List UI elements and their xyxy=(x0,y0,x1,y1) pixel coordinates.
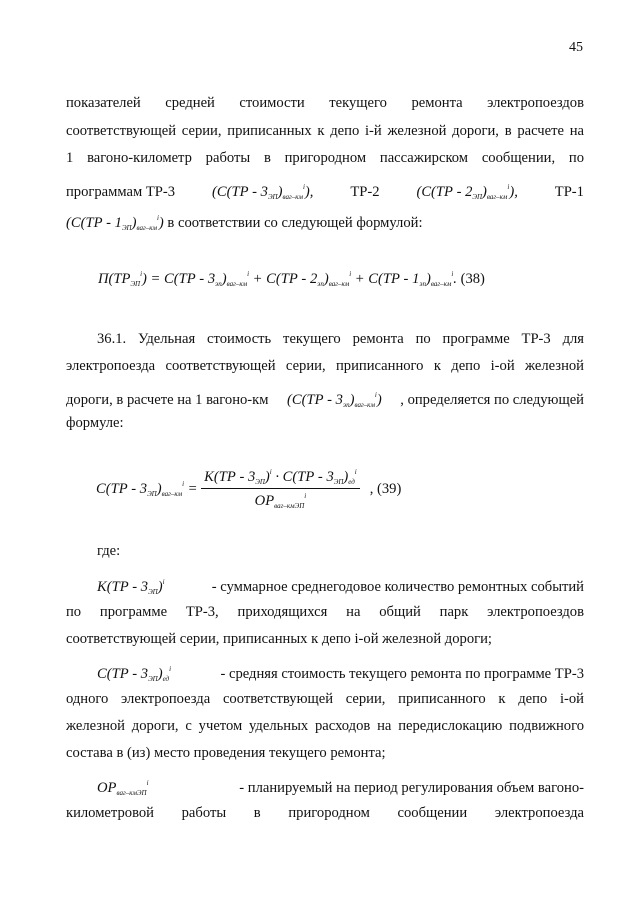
where-item2-line3: железной дороги, с учетом удельных расходов на передислокацию подвижного xyxy=(66,718,584,734)
where-item1-line2: по программе ТР-3, приходящихся на общий парк электропоездов xyxy=(66,604,584,620)
formula-38-label: (38) xyxy=(460,271,485,287)
para1-line4 xyxy=(66,177,584,207)
para2-line3 xyxy=(66,385,584,415)
para2-line1: 36.1. Удельная стоимость текущего ремонта по программе ТР-3 для xyxy=(97,331,584,347)
symbol-k-tr3: $K(ТР - 3_{ЭП})^i$ xyxy=(97,578,165,596)
para1-line4-tr1: ТР-1 xyxy=(554,184,584,200)
para1-line2: соответствующей серии, приписанных к депо i-й железной дороги, в расчете на xyxy=(66,123,584,139)
para1-line5-tail: в соответствии со следующей формулой: xyxy=(167,215,423,231)
symbol-op-car-km: $OP_{ваг-кмЭП}^i$ xyxy=(97,779,149,797)
where-item2-text: - средняя стоимость текущего ремонта по программе ТР-3 xyxy=(220,666,584,682)
formula-39-label: , (39) xyxy=(369,480,402,497)
para2-line3-a: дороги, в расчете на 1 вагоно-км xyxy=(66,392,269,408)
inline-formula-tr2: $(C(ТР - 2_{ЭП})_{ваг-км}^i)$, xyxy=(416,183,518,201)
formula-39: $C(ТР - 3_{ЭП})_{ваг-км}^i$ = $\frac{K(ТР - 3_{ЭП})^i \cdot C(ТР - 3_{ЭП})_{ед}^i}{OP_{ваг-кмЭП}^i}$ , (39) xyxy=(96,468,402,510)
para1-line4-tr2: ТР-2 xyxy=(350,184,380,200)
para1-line4-programs: программам ТР-3 xyxy=(66,184,176,200)
where-item1-text: - суммарное среднегодовое количество ремонтных событий xyxy=(211,579,584,595)
where-item2-line2: одного электропоезда соответствующей серии, приписанного к депо i-ой xyxy=(66,691,584,707)
where-item2-line1 xyxy=(97,659,584,689)
inline-formula-tr3: $(C(ТР - 3_{ЭП})_{ваг-км}^i)$, xyxy=(212,183,314,201)
formula-38: $П(ТР_{ЭП}^i) = C(ТР - 3_{эп})_{ваг-км}^i + C(ТР - 2_{эп})_{ваг-км}^i + C(ТР - 1_{эп})_{ваг-км}^i$. (38) xyxy=(98,270,485,288)
where-item3-line2: километровой работы в пригородном сообщении электропоезда xyxy=(66,805,584,821)
symbol-c-tr3-unit: $C(ТР - 3_{ЭП})_{ед}^i$ xyxy=(97,665,172,683)
para2-line4: формуле: xyxy=(66,415,124,431)
where-item1-line1 xyxy=(97,572,584,602)
where-item1-line3: соответствующей серии, приписанных к депо i-ой железной дороги; xyxy=(66,631,492,647)
where-item2-line4: состава в (из) место проведения текущего ремонта; xyxy=(66,745,386,761)
para2-line2: электропоезда соответствующей серии, приписанного к депо i-ой железной xyxy=(66,358,584,374)
para2-line3-b: , определяется по следующей xyxy=(400,392,584,408)
where-label: где: xyxy=(97,543,121,559)
para1-line3: 1 вагоно-километр работы в пригородном пассажирском сообщении, по xyxy=(66,150,584,166)
para1-line1: показателей средней стоимости текущего ремонта электропоездов xyxy=(66,95,584,111)
where-item3-text: - планируемый на период регулирования объем вагоно- xyxy=(239,780,584,796)
formula-39-fraction: $\frac{K(ТР - 3_{ЭП})^i \cdot C(ТР - 3_{ЭП})_{ед}^i}{OP_{ваг-кмЭП}^i}$ xyxy=(201,468,360,510)
inline-formula-tr3-car-km: $(C(ТР - 3_{эп})_{ваг-км}^i)$ xyxy=(287,391,382,409)
where-item3-line1 xyxy=(97,773,584,803)
page-number: 45 xyxy=(569,40,583,55)
para1-line5 xyxy=(66,208,584,238)
inline-formula-tr1: $(C(ТР - 1_{ЭП})_{ваг-км}^i)$ xyxy=(66,214,164,232)
